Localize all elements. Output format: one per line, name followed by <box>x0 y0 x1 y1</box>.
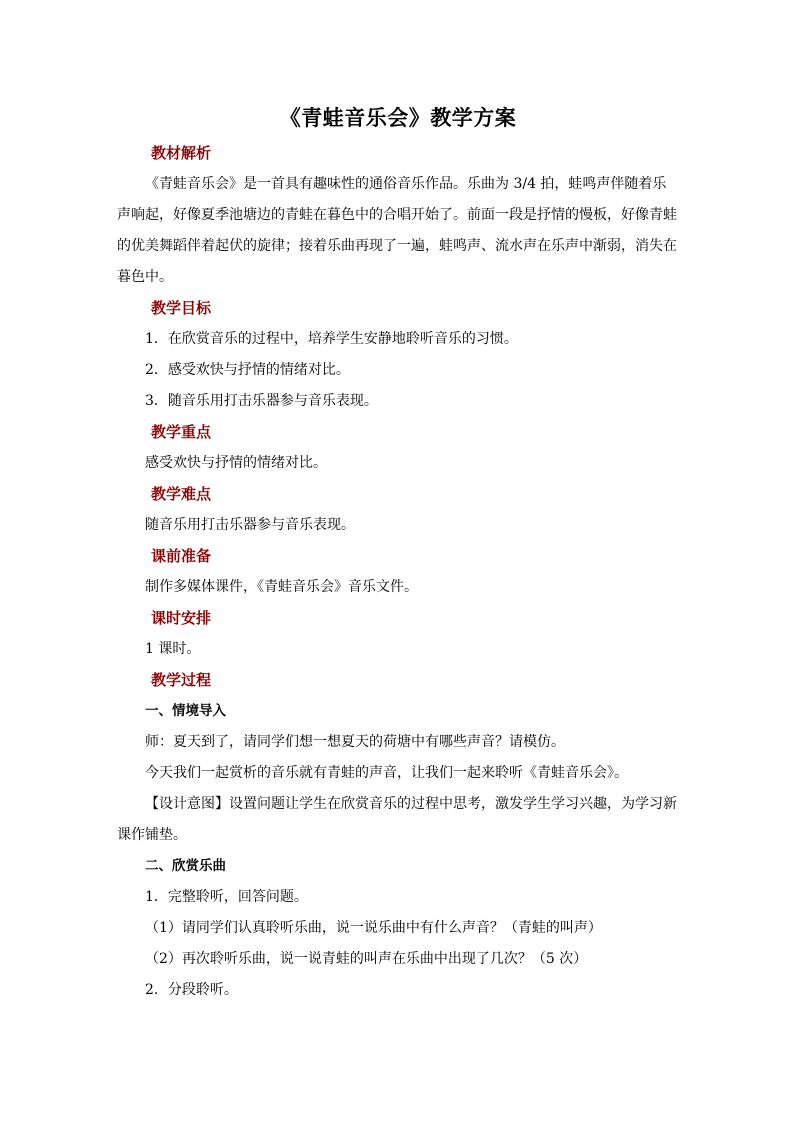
document-title: 《青蛙音乐会》教学方案 <box>279 105 517 130</box>
goal-item-3: 3．随音乐用打击乐器参与音乐表现。 <box>145 393 378 409</box>
process-part2-subheading: 二、欣赏乐曲 <box>145 858 226 874</box>
heading-process: 教学过程 <box>151 671 212 689</box>
process-part2-question1: （1）请同学们认真聆听乐曲，说一说乐曲中有什么声音？（青蛙的叫声） <box>145 920 602 936</box>
process-part1-line1: 师：夏天到了，请同学们想一想夏天的荷塘中有哪些声音？请模仿。 <box>145 734 565 750</box>
heading-keypoint: 教学重点 <box>151 423 212 441</box>
process-part2-question2: （2）再次聆听乐曲，说一说青蛙的叫声在乐曲中出现了几次？（5 次） <box>145 951 588 967</box>
heading-schedule: 课时安排 <box>151 609 212 627</box>
goal-item-2: 2．感受欢快与抒情的情绪对比。 <box>145 362 350 378</box>
heading-preparation: 课前准备 <box>151 547 212 565</box>
process-part1-subheading: 一、情境导入 <box>145 703 226 719</box>
document-page <box>117 100 679 1006</box>
heading-material: 教材解析 <box>151 144 212 162</box>
difficulty-text: 随音乐用打击乐器参与音乐表现。 <box>145 517 355 533</box>
heading-goals: 教学目标 <box>151 299 212 317</box>
heading-difficulty: 教学难点 <box>151 485 212 503</box>
keypoint-text: 感受欢快与抒情的情绪对比。 <box>145 455 327 471</box>
material-paragraph: 《青蛙音乐会》是一首具有趣味性的通俗音乐作品。乐曲为 3/4 拍，蛙鸣声伴随着乐声响起，好像夏季池塘边的青蛙在暮色中的合唱开始了。前面一段是抒情的慢板，好像青蛙的优美舞蹈伴着起伏的旋律；接着乐曲再现了一遍，蛙鸣声、流水声在乐声中渐弱，消失在暮色中。 <box>117 176 677 285</box>
process-part1-line2: 今天我们一起赏析的音乐就有青蛙的声音，让我们一起来聆听《青蛙音乐会》。 <box>145 765 628 781</box>
process-part2-item1: 1．完整聆听，回答问题。 <box>145 889 308 905</box>
process-part1-intent: 【设计意图】设置问题让学生在欣赏音乐的过程中思考，激发学生学习兴趣，为学习新课作铺垫。 <box>117 796 677 843</box>
process-part2-item2: 2．分段聆听。 <box>145 982 238 998</box>
preparation-text: 制作多媒体课件，《青蛙音乐会》音乐文件。 <box>145 579 418 595</box>
schedule-text: 1 课时。 <box>145 641 201 657</box>
goal-item-1: 1．在欣赏音乐的过程中，培养学生安静地聆听音乐的习惯。 <box>145 331 518 347</box>
